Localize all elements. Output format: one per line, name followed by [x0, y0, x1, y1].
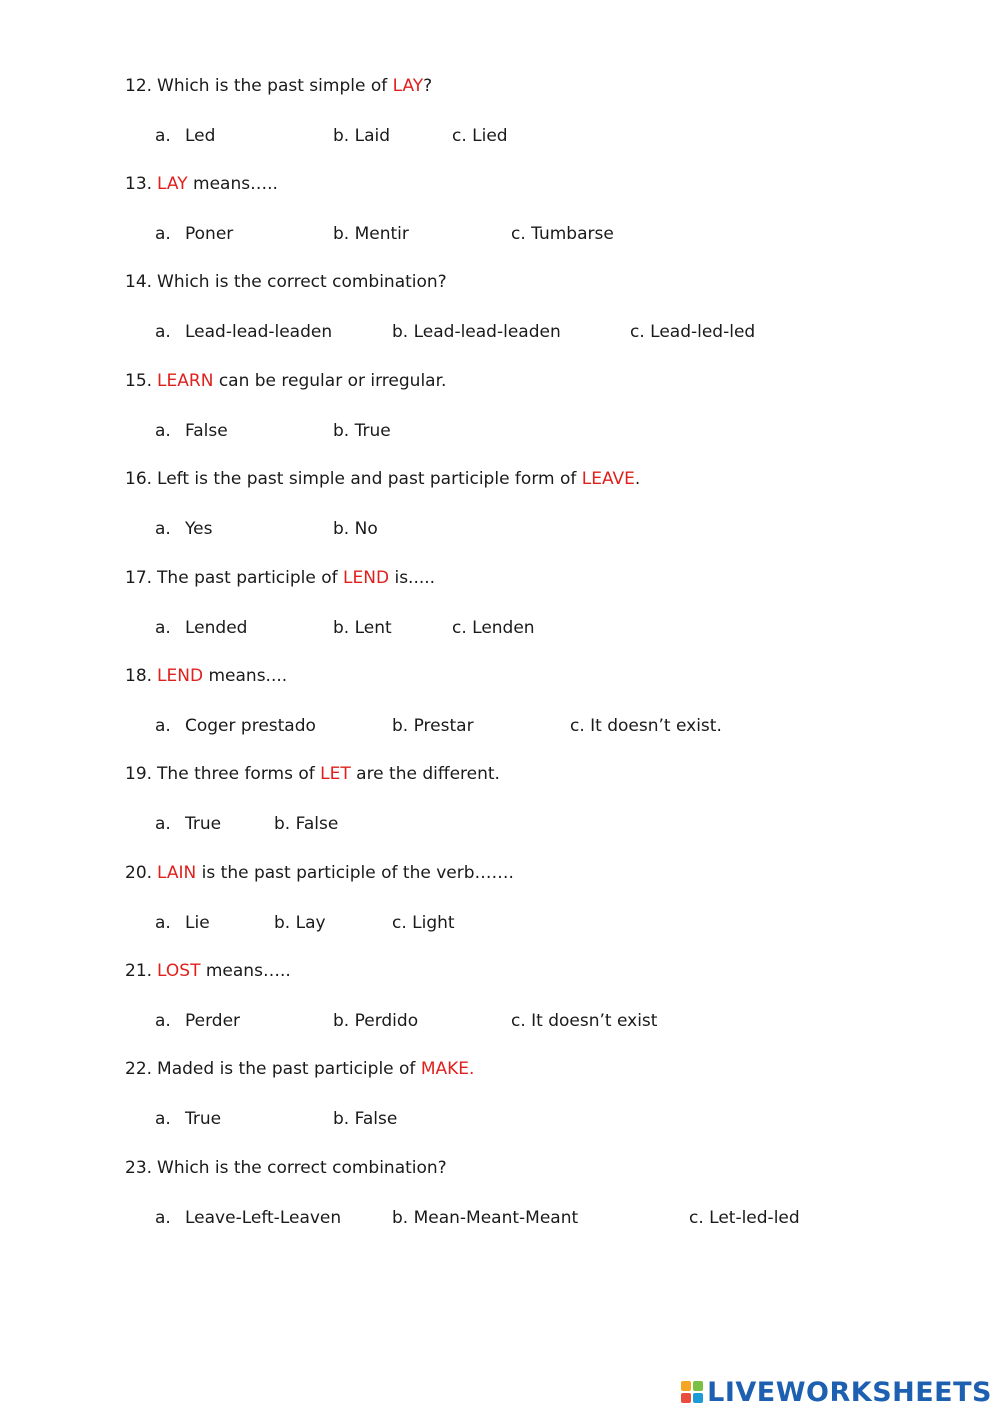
question-number: 20.	[125, 863, 153, 883]
answer-option-a[interactable]: Perder	[185, 1011, 241, 1031]
question-13	[125, 172, 278, 196]
answer-option-a[interactable]: Lead-lead-leaden	[185, 322, 333, 342]
answer-option-a[interactable]: Poner	[185, 224, 234, 244]
question-text-end: means…..	[200, 961, 291, 981]
answer-option-b[interactable]: b. Lead-lead-leaden	[392, 322, 561, 342]
question-highlight-verb: LEAVE	[581, 469, 635, 489]
question-number: 23.	[125, 1158, 153, 1178]
option-a-letter: a.	[155, 1208, 171, 1228]
question-22	[125, 1057, 474, 1081]
option-a-letter: a.	[155, 814, 171, 834]
answer-option-a[interactable]: True	[185, 1109, 222, 1129]
question-number: 15.	[125, 371, 153, 391]
question-text-end: is the past participle of the verb…….	[196, 863, 514, 883]
question-number: 12.	[125, 76, 153, 96]
question-highlight-verb: LOST	[157, 961, 201, 981]
question-text: The three forms of	[157, 764, 321, 784]
question-text: Which is the correct combination?	[157, 272, 447, 292]
question-text-end: can be regular or irregular.	[213, 371, 447, 391]
answer-option-b[interactable]: b. Lent	[333, 618, 392, 638]
answer-option-c[interactable]: c. Light	[392, 913, 455, 933]
question-19	[125, 762, 500, 786]
answer-option-a[interactable]: Led	[185, 126, 216, 146]
question-text-end: means…..	[187, 174, 278, 194]
option-a-letter: a.	[155, 519, 171, 539]
logo-square-3	[681, 1393, 691, 1403]
question-number: 22.	[125, 1059, 153, 1079]
question-23	[125, 1156, 447, 1180]
question-number: 19.	[125, 764, 153, 784]
question-14	[125, 270, 447, 294]
answer-option-b[interactable]: b. Perdido	[333, 1011, 419, 1031]
question-text: Left is the past simple and past participle form of	[157, 469, 582, 489]
question-17	[125, 566, 435, 590]
answer-option-a[interactable]: Yes	[185, 519, 213, 539]
question-18	[125, 664, 287, 688]
logo-square-4	[693, 1393, 703, 1403]
logo-square-2	[693, 1381, 703, 1391]
option-a-letter: a.	[155, 913, 171, 933]
question-12	[125, 74, 432, 98]
answer-option-b[interactable]: b. True	[333, 421, 391, 441]
option-a-letter: a.	[155, 126, 171, 146]
question-number: 18.	[125, 666, 153, 686]
option-a-letter: a.	[155, 224, 171, 244]
answer-option-a[interactable]: False	[185, 421, 228, 441]
option-a-letter: a.	[155, 618, 171, 638]
liveworksheets-logo-icon	[681, 1381, 703, 1403]
answer-option-b[interactable]: b. Lay	[274, 913, 326, 933]
answer-option-a[interactable]: True	[185, 814, 222, 834]
question-text: Maded is the past participle of	[157, 1059, 421, 1079]
answer-option-c[interactable]: c. Lied	[452, 126, 508, 146]
question-number: 21.	[125, 961, 153, 981]
liveworksheets-logo	[681, 1377, 992, 1407]
question-number: 16.	[125, 469, 153, 489]
answer-option-c[interactable]: c. Let-led-led	[689, 1208, 800, 1228]
question-highlight-verb: LEND	[157, 666, 204, 686]
answer-option-b[interactable]: b. Prestar	[392, 716, 474, 736]
question-text-end: means....	[203, 666, 288, 686]
question-highlight-verb: MAKE.	[420, 1059, 475, 1079]
answer-option-c[interactable]: c. Tumbarse	[511, 224, 614, 244]
question-highlight-verb: LAIN	[157, 863, 197, 883]
question-highlight-verb: LET	[320, 764, 351, 784]
question-highlight-verb: LAY	[157, 174, 188, 194]
option-a-letter: a.	[155, 421, 171, 441]
question-text: The past participle of	[157, 568, 344, 588]
logo-square-1	[681, 1381, 691, 1391]
logo-text: LIVEWORKSHEETS	[707, 1376, 992, 1408]
answer-option-b[interactable]: b. False	[274, 814, 339, 834]
question-15	[125, 369, 446, 393]
question-text-end: are the different.	[350, 764, 500, 784]
answer-option-c[interactable]: c. It doesn’t exist	[511, 1011, 658, 1031]
option-a-letter: a.	[155, 716, 171, 736]
option-a-letter: a.	[155, 322, 171, 342]
answer-option-a[interactable]: Lie	[185, 913, 210, 933]
option-a-letter: a.	[155, 1011, 171, 1031]
answer-option-b[interactable]: b. Laid	[333, 126, 391, 146]
question-number: 17.	[125, 568, 153, 588]
question-highlight-verb: LEARN	[157, 371, 214, 391]
question-text-end: ?	[423, 76, 433, 96]
question-text-end: is.....	[389, 568, 436, 588]
question-number: 14.	[125, 272, 153, 292]
question-text: Which is the past simple of	[157, 76, 393, 96]
question-text: Which is the correct combination?	[157, 1158, 447, 1178]
answer-option-b[interactable]: b. No	[333, 519, 378, 539]
option-a-letter: a.	[155, 1109, 171, 1129]
answer-option-c[interactable]: c. Lenden	[452, 618, 535, 638]
answer-option-a[interactable]: Leave-Left-Leaven	[185, 1208, 342, 1228]
question-16	[125, 467, 640, 491]
question-text-end: .	[634, 469, 641, 489]
answer-option-c[interactable]: c. Lead-led-led	[630, 322, 756, 342]
answer-option-c[interactable]: c. It doesn’t exist.	[570, 716, 722, 736]
answer-option-b[interactable]: b. Mean-Meant-Meant	[392, 1208, 579, 1228]
answer-option-b[interactable]: b. Mentir	[333, 224, 409, 244]
question-21	[125, 959, 291, 983]
answer-option-b[interactable]: b. False	[333, 1109, 398, 1129]
answer-option-a[interactable]: Coger prestado	[185, 716, 316, 736]
question-highlight-verb: LAY	[392, 76, 424, 96]
question-highlight-verb: LEND	[343, 568, 390, 588]
answer-option-a[interactable]: Lended	[185, 618, 248, 638]
question-number: 13.	[125, 174, 153, 194]
question-20	[125, 861, 514, 885]
